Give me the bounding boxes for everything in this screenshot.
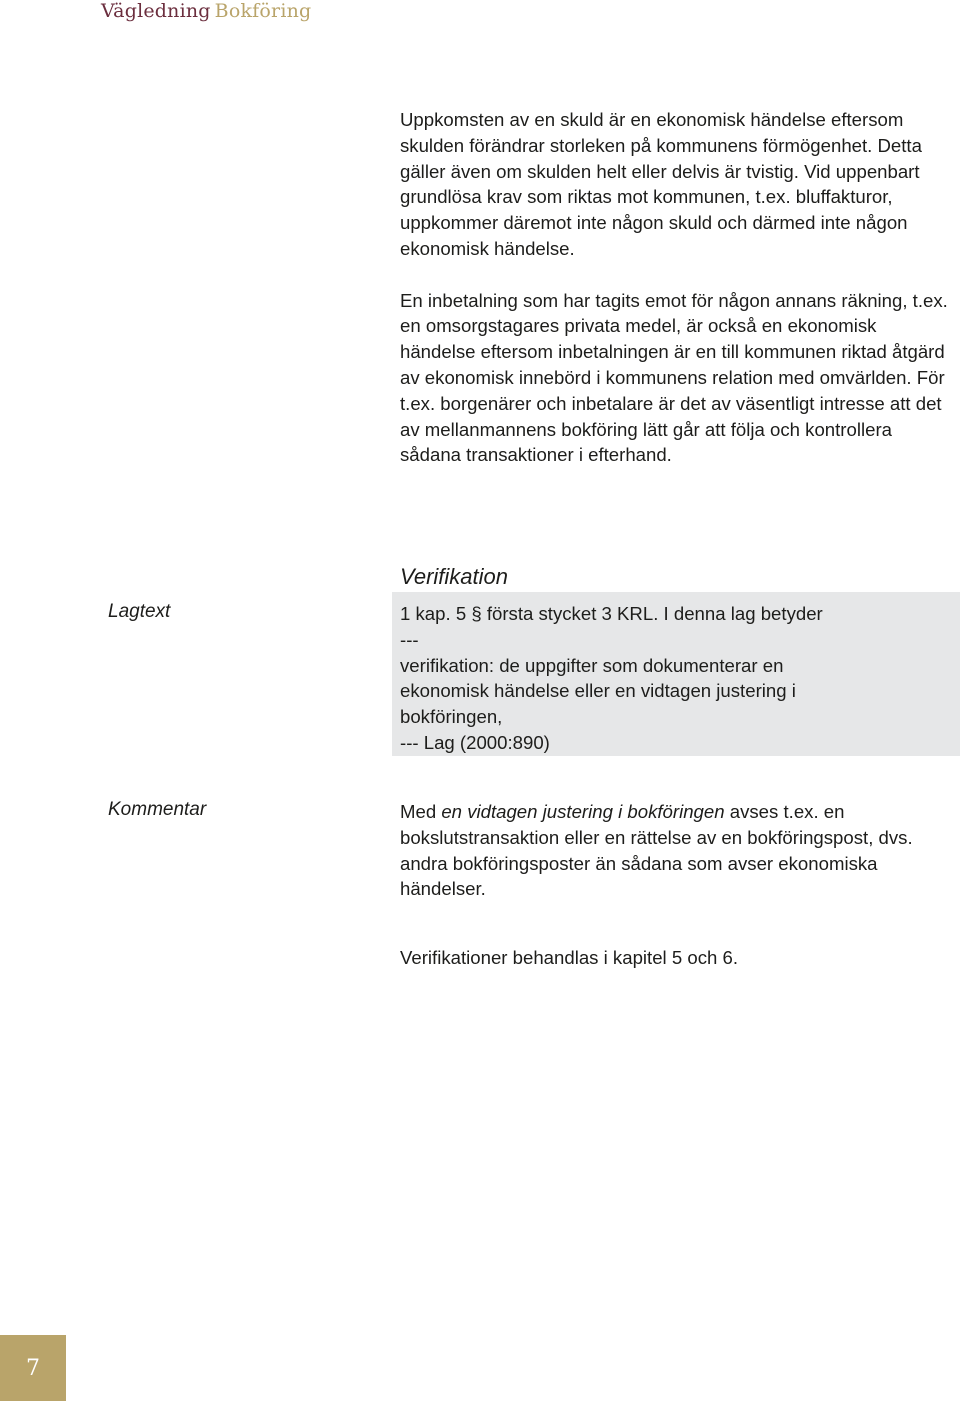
comment-text [400,799,956,902]
page-number-box [0,1335,66,1401]
law-line: bokföringen, [400,706,503,728]
law-line: --- Lag (2000:890) [400,731,550,753]
law-line: ekonomisk händelse eller en vidtagen justering i [400,680,796,702]
header-subtitle-word: Bokföring [214,0,312,22]
comment-paragraph [400,799,956,902]
header-title-word: Vägledning [101,0,211,22]
comment-text-end: avses t.ex. en bokslutstransaktion eller en rättelse av en bokföringspost, dvs. andra bokföringsposter än sådana som avser ekonomiska händelser. [400,801,913,900]
intro-paragraph-2: En inbetalning som har tagits emot för någon annans räkning, t.ex. en omsorgstagares privata medel, är också en ekonomisk händelse eftersom inbetalningen är en till kommunen riktad åtgärd av ekonomisk innebörd i kommunens relation med omvärlden. För t.ex. borgenärer och inbetalare är det av väsentligt intresse att det av mellanmannens bokföring lätt går att följa och kontrollera sådana transaktioner i efterhand. [400,289,948,466]
intro-section [400,107,952,468]
comment-emphasis: en vidtagen justering i bokföringen [441,801,725,822]
law-line: --- [400,628,419,650]
law-line: verifikation: de uppgifter som dokumenterar en [400,654,784,676]
page-number: 7 [26,1355,40,1381]
comment-text-start: Med [400,801,442,822]
chapter-reference-note: Verifikationer behandlas i kapitel 5 och 6. [400,947,739,968]
kommentar-label: Kommentar [108,799,207,820]
running-header [101,0,311,28]
lagtext-label: Lagtext [108,601,171,622]
law-text [400,601,952,756]
law-line: 1 kap. 5 § första stycket 3 KRL. I denna lag betyder [400,603,823,624]
section-heading: Verifikation [400,564,509,589]
intro-paragraph-1: Uppkomsten av en skuld är en ekonomisk händelse eftersom skulden förändrar storleken på kommunens förmögenhet. Detta gäller även om skulden helt eller delvis är tvistig. Vid uppenbart grundlösa krav som riktas mot kommunen, t.ex. bluffakturor, uppkommer däremot inte någon skuld och därmed inte någon ekonomisk händelse. [400,109,922,259]
